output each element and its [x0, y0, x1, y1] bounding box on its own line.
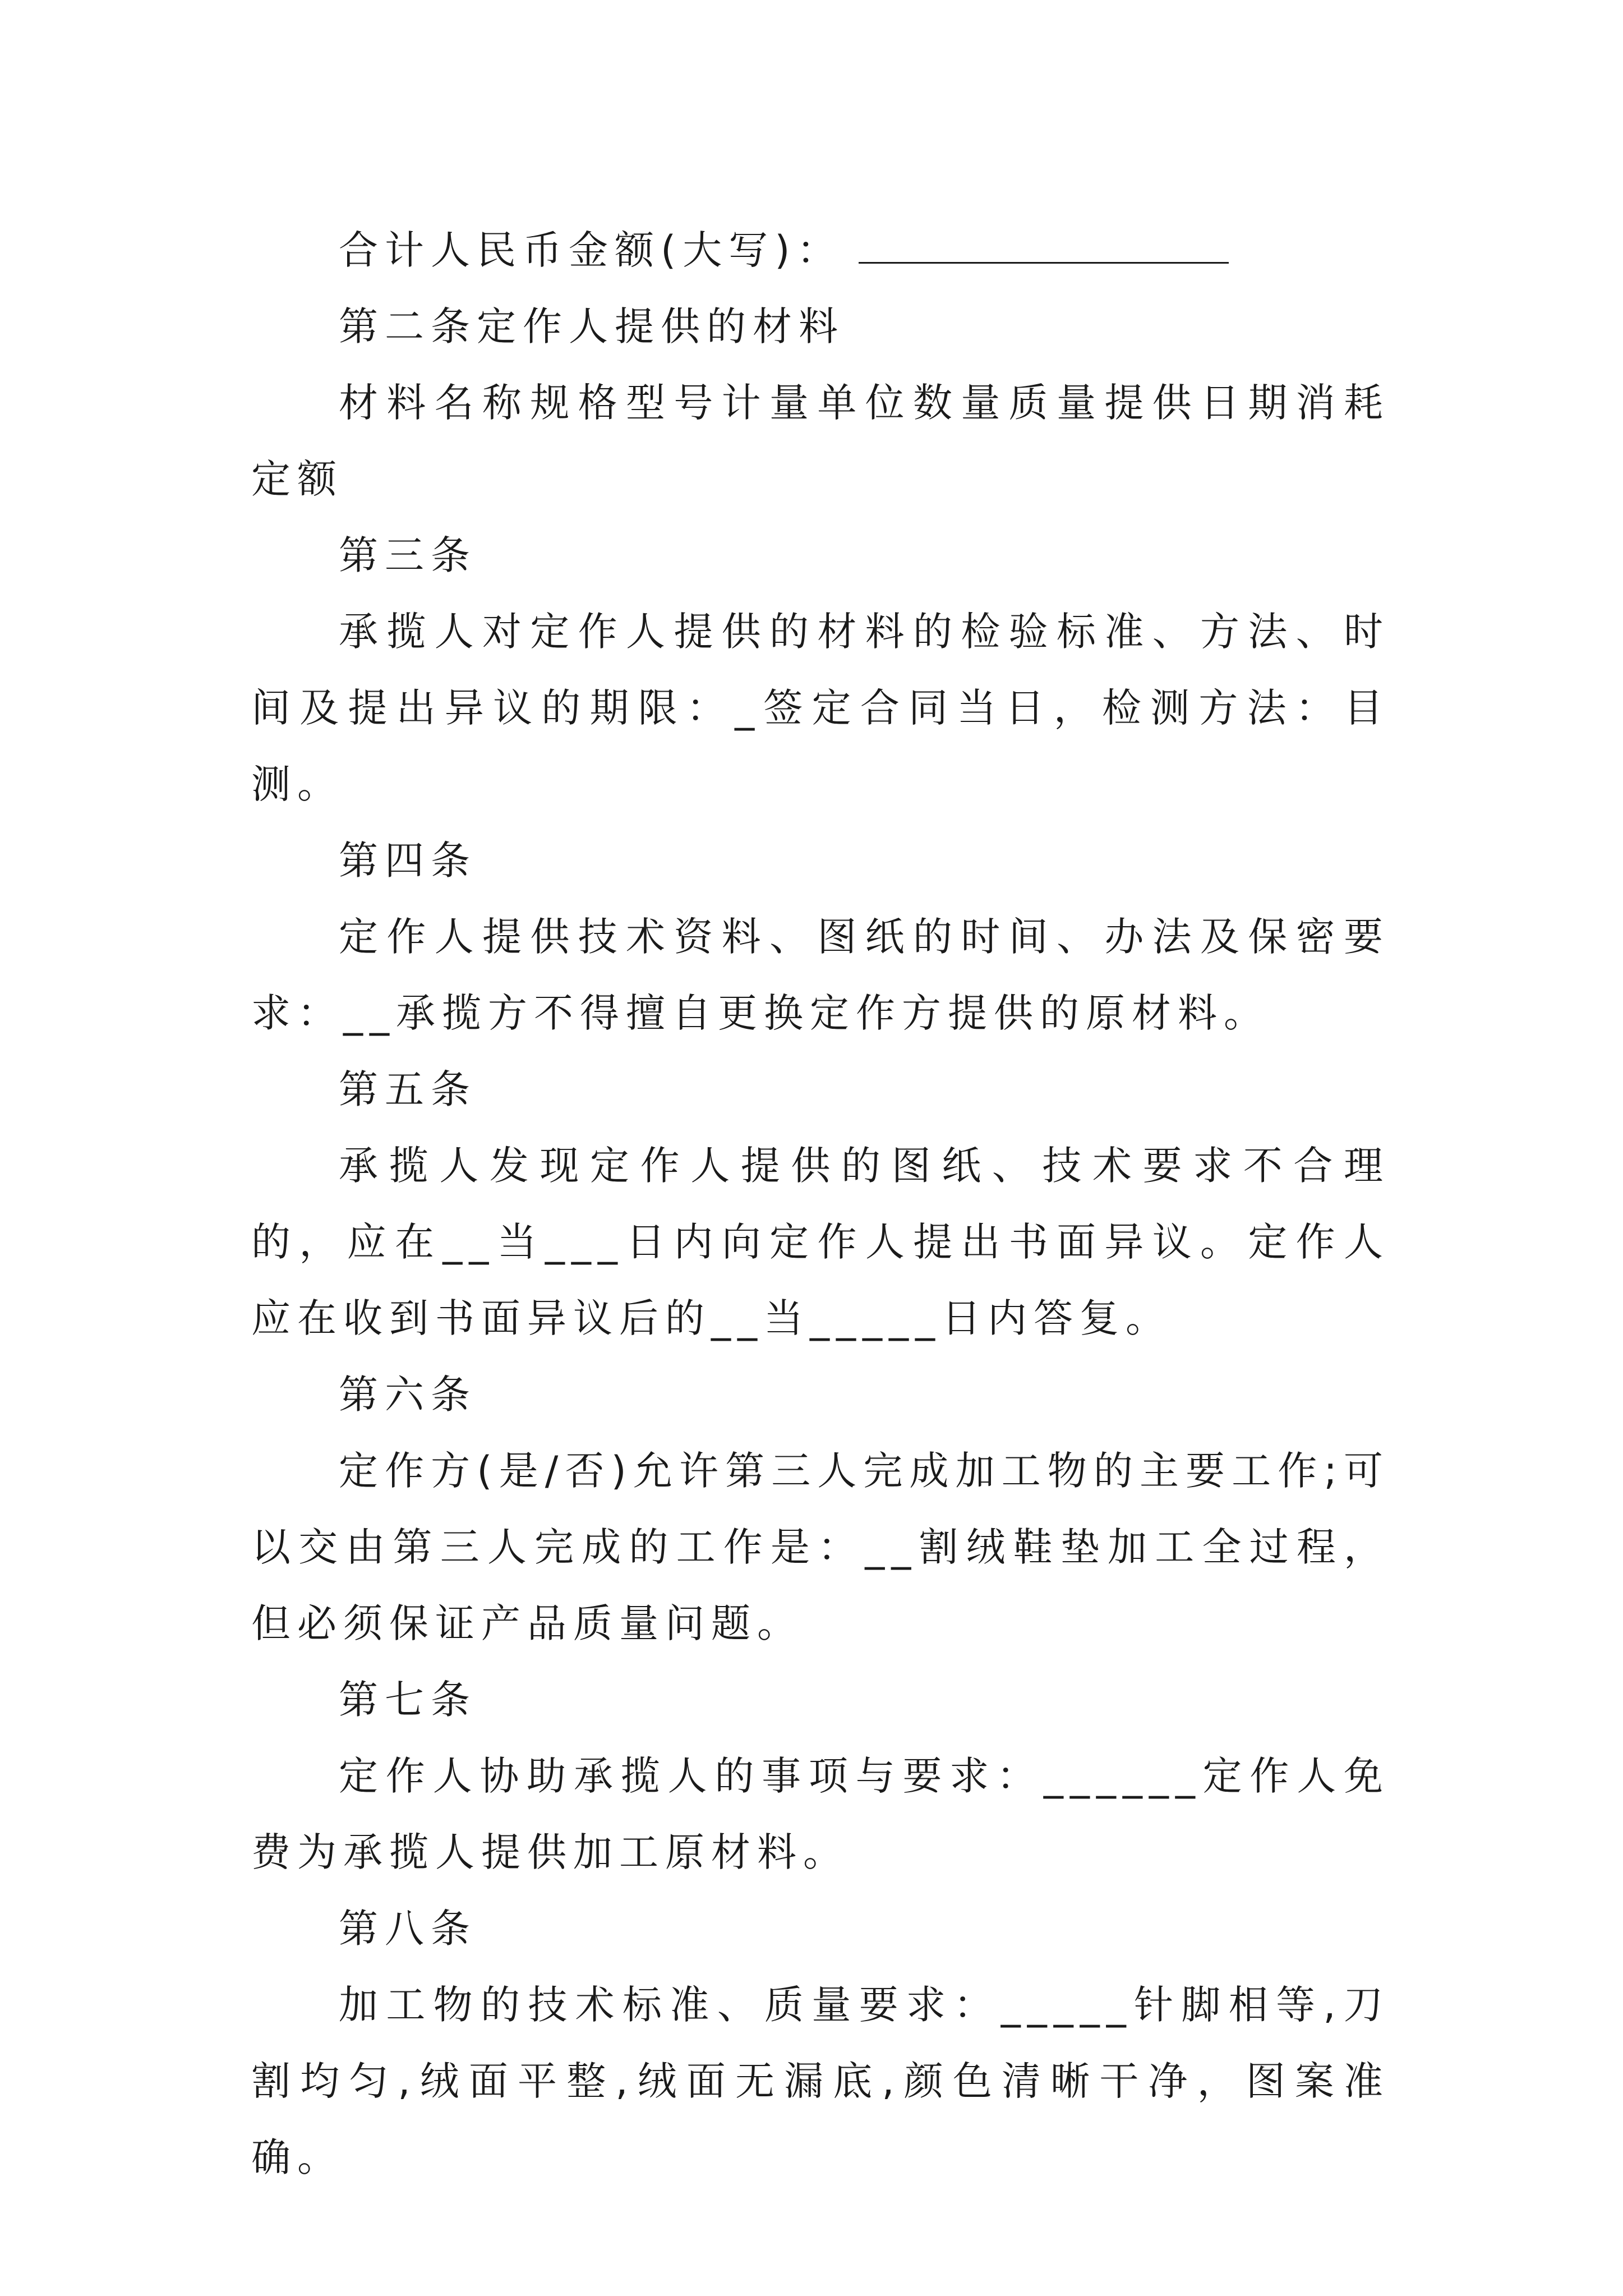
materials-columns-line: 材料名称规格型号计量单位数量质量提供日期消耗定额 — [251, 380, 1390, 502]
amount-fill-blank — [859, 225, 1229, 264]
article-4-body: 定作人提供技术资料、图纸的时间、办法及保密要求：__承揽方不得擅自更换定作方提供的原材料。 — [251, 914, 1390, 1036]
article-7-body: 定作人协助承揽人的事项与要求：______定作人免费为承揽人提供加工原材料。 — [251, 1753, 1390, 1875]
article-6-body: 定作方(是/否)允许第三人完成加工物的主要工作;可以交由第三人完成的工作是：__割绒鞋垫加工全过程，但必须保证产品质量问题。 — [251, 1448, 1390, 1646]
article-3-title: 第三条 — [339, 532, 477, 578]
article-5-body: 承揽人发现定作人提供的图纸、技术要求不合理的，应在__当___日内向定作人提出书面异议。定作人应在收到书面异议后的__当_____日内答复。 — [251, 1143, 1390, 1341]
contract-body — [251, 212, 1390, 2196]
article-8-body: 加工物的技术标准、质量要求：_____针脚相等,刀割均匀,绒面平整,绒面无漏底,颜色清晰干净，图案准确。 — [251, 1982, 1390, 2180]
article-2-title: 第二条定作人提供的材料 — [339, 303, 845, 349]
total-amount-label: 合计人民币金额(大写)： — [339, 227, 843, 273]
article-4-title: 第四条 — [339, 838, 477, 884]
article-7-title: 第七条 — [339, 1677, 477, 1723]
article-3-body: 承揽人对定作人提供的材料的检验标准、方法、时间及提出异议的期限：_签定合同当日，检测方法：目测。 — [251, 609, 1390, 807]
article-8-title: 第八条 — [339, 1906, 477, 1952]
total-amount-line — [251, 212, 1390, 288]
article-5-title: 第五条 — [339, 1066, 477, 1112]
article-6-title: 第六条 — [339, 1372, 477, 1418]
